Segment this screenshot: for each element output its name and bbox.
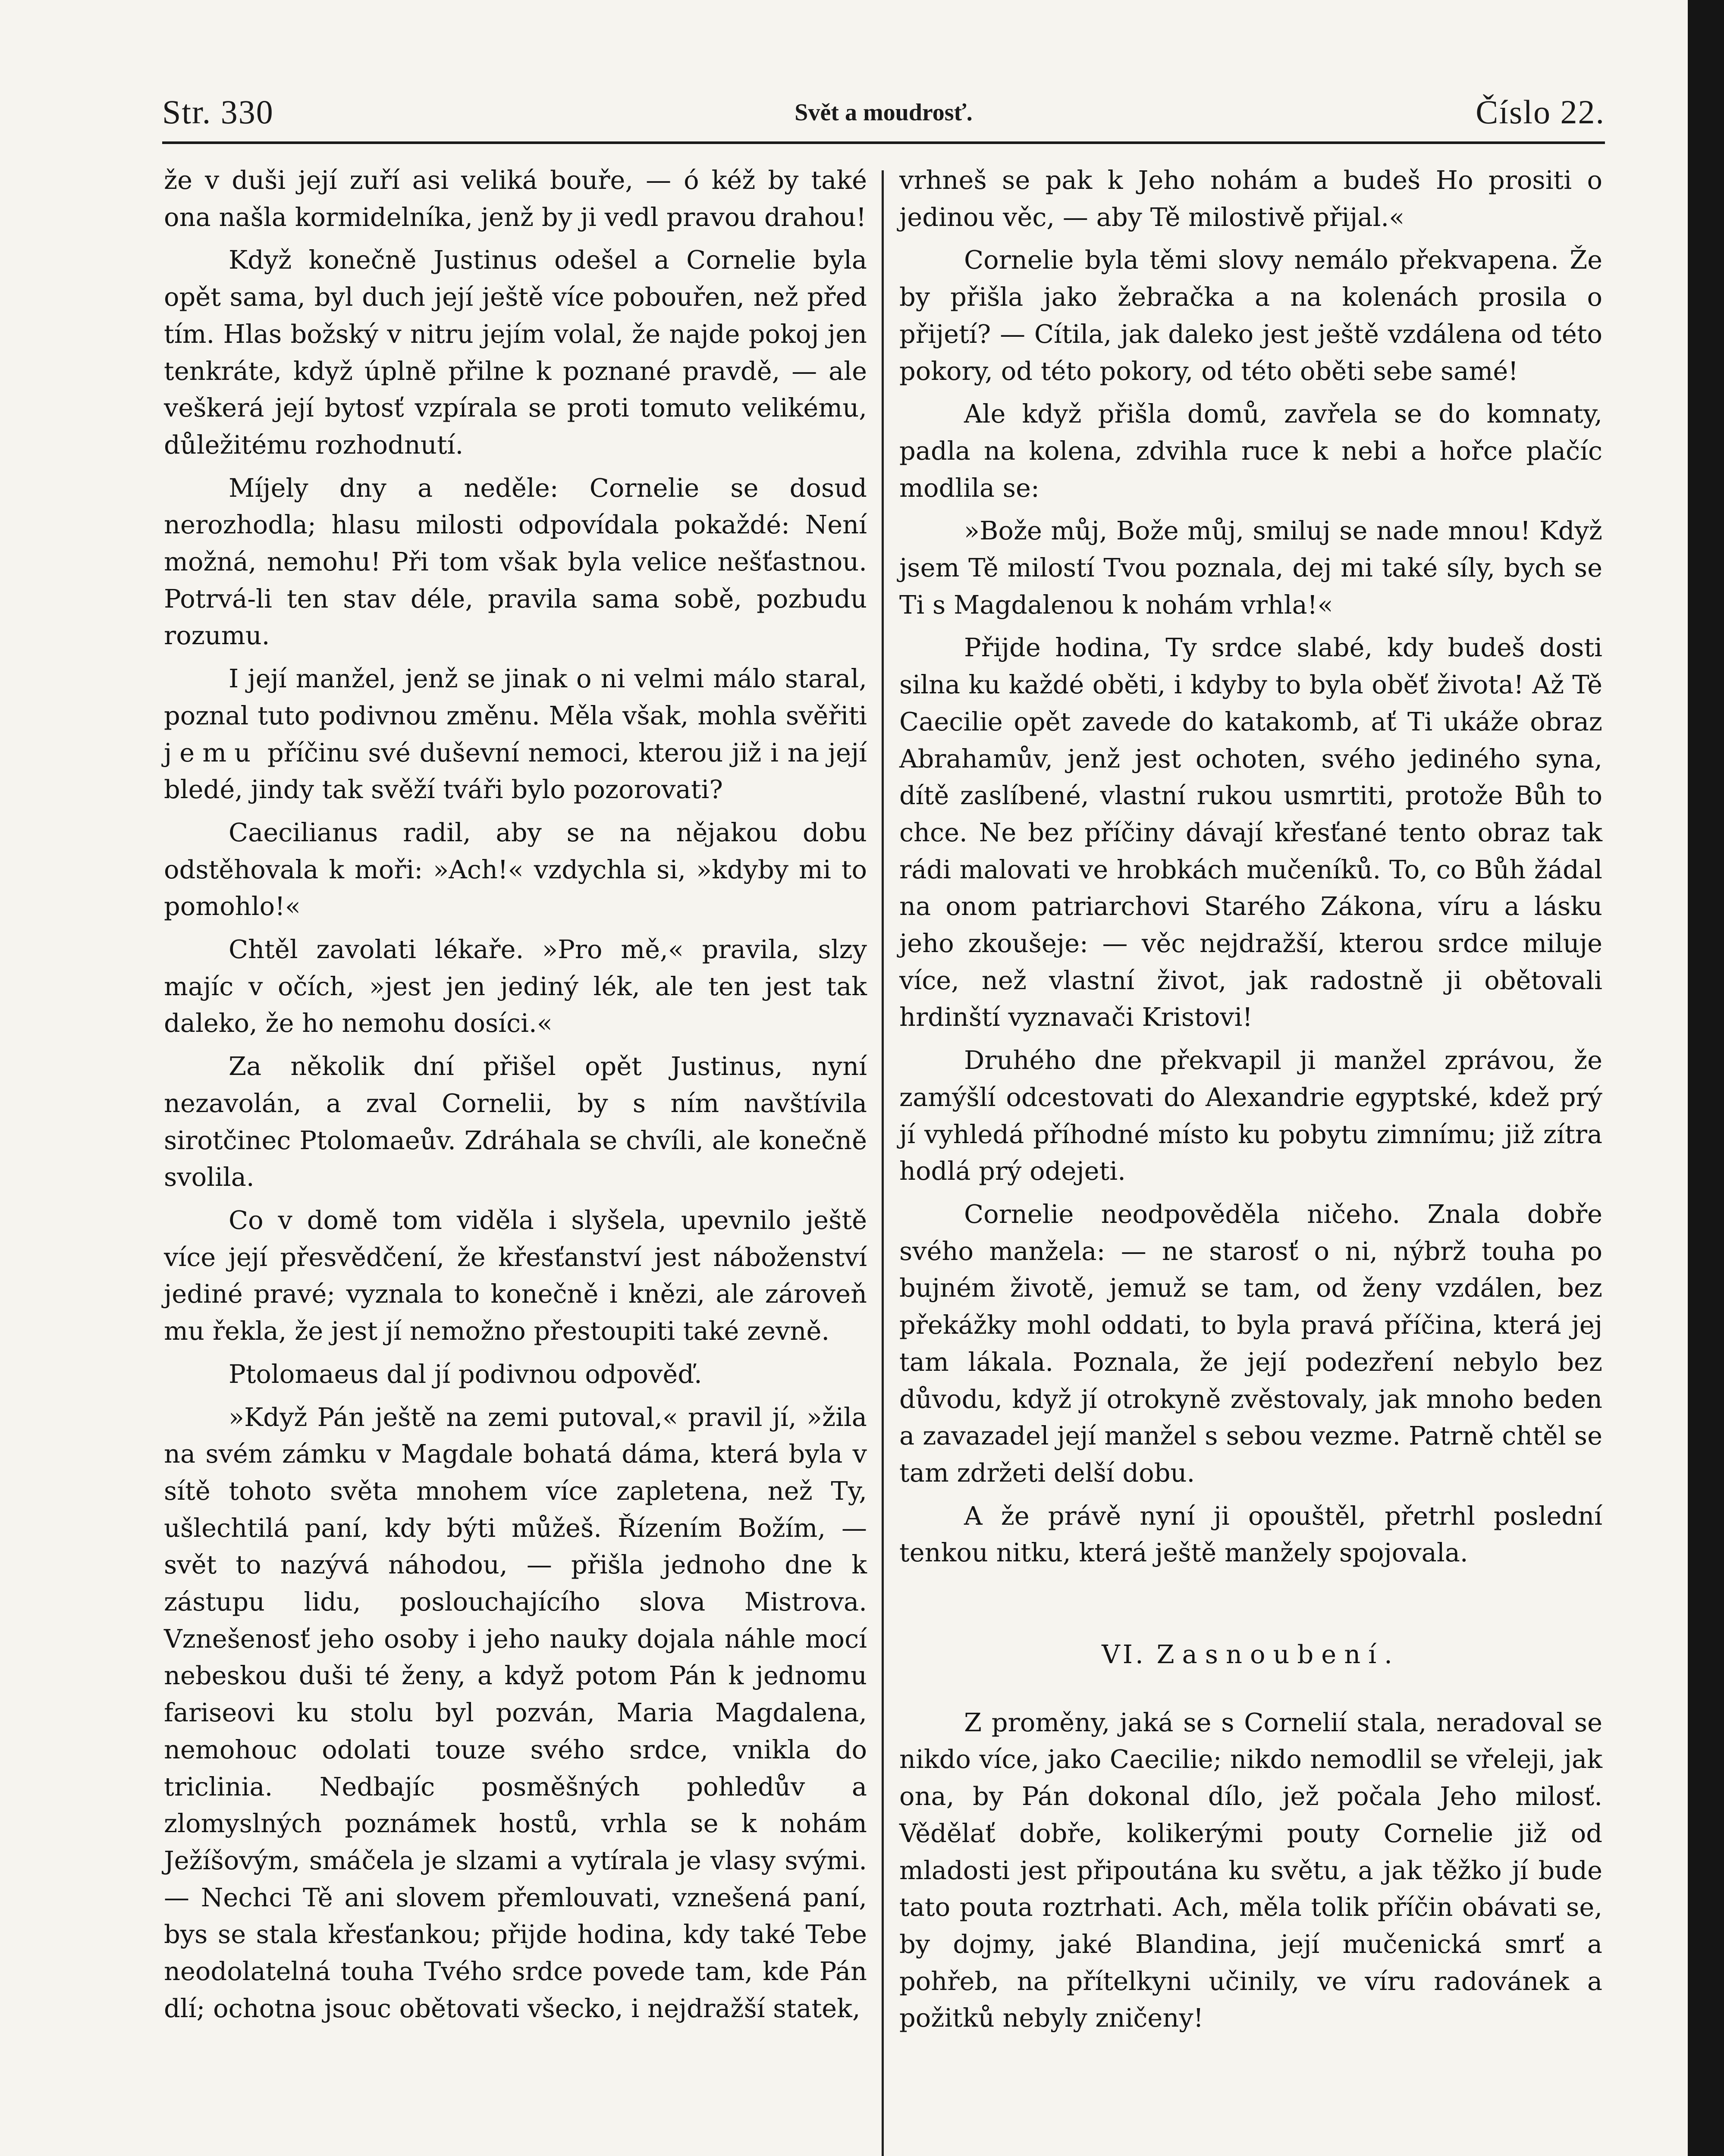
- spaced-emphasis: jemu: [164, 737, 259, 768]
- header-rule: [162, 141, 1605, 144]
- paragraph: Přijde hodina, Ty srdce slabé, kdy budeš dosti silna ku každé oběti, i kdyby to byla oběť života! Až Tě Caecilie opět zavede do katakomb, ať Ti ukáže obraz Abrahamův, jenž jest ochoten, svého jediného syna, dítě zaslíbené, vlastní rukou usmrtiti, protože Bůh to chce. Ne bez příčiny dávají křesťané tento obraz tak rádi malovati ve hrobkách mučeníků. To, co Bůh žádal na onom patriarchovi Starého Zákona, víru a lásku jeho zkoušeje: — věc nejdražší, kterou srdce miluje více, než vlastní život, jak radostně ji obětovali hrdinští vyznavači Kristovi!: [899, 633, 1602, 1032]
- scan-edge: [1688, 0, 1724, 2156]
- section-title: Zasnoubení.: [1156, 1639, 1400, 1670]
- paragraph: vrhneš se pak k Jeho nohám a budeš Ho prositi o jedinou věc, — aby Tě milostivě přijal.«: [899, 165, 1602, 232]
- prayer-paragraph: »Bože můj, Bože můj, smiluj se nade mnou! Když jsem Tě milostí Tvou poznala, dej mi také síly, bych se Ti s Magdalenou k nohám vrhla!«: [899, 516, 1602, 620]
- issue-number: Číslo 22.: [1476, 93, 1605, 131]
- journal-title: Svět a moudrosť.: [794, 99, 973, 126]
- paragraph: Ptolomaeus dal jí podivnou odpověď.: [229, 1359, 702, 1389]
- paragraph: A že právě nyní ji opouštěl, přetrhl poslední tenkou nitku, která ještě manžely spojovala.: [899, 1501, 1602, 1568]
- column-divider: [882, 170, 884, 2156]
- paragraph: Ale když přišla domů, zavřela se do komnaty, padla na kolena, zdvihla ruce k nebi a hořce plačíc modlila se:: [899, 399, 1602, 503]
- paragraph-text: I její manžel, jenž se jinak o ni velmi málo staral, poznal tuto podivnou změnu. Měla však, mohla svěřiti: [164, 664, 867, 730]
- section-heading: [899, 1636, 1602, 1673]
- paragraph: Z proměny, jaká se s Cornelií stala, neradoval se nikdo více, jako Caecilie; nikdo nemodlil se vřeleji, jak ona, by Pán dokonal dílo, jež počala Jeho milosť. Vědělať dobře, kolikerými pouty Cornelie již od mladosti jest připoutána ku světu, a jak těžko jí bude tato pouta roztrhati. Ach, měla tolik příčin obávati se, by dojmy, jaké Blandina, její mučenická smrť a pohřeb, na přítelkyni učinily, ve víru radovánek a požitků nebyly zničeny!: [899, 1707, 1602, 2033]
- right-column: [899, 162, 1602, 2043]
- paragraph: že v duši její zuří asi veliká bouře, — ó kéž by také ona našla kormidelníka, jenž by ji vedl pravou drahou!: [164, 165, 867, 232]
- running-head: [162, 93, 1605, 132]
- left-column: [164, 162, 867, 2033]
- paragraph: Co v domě tom viděla i slyšela, upevnilo ještě více její přesvědčení, že křesťanství jest náboženství jediné pravé; vyznala to konečně i knězi, ale zároveň mu řekla, že jest jí nemožno přestoupiti také zevně.: [164, 1205, 867, 1346]
- paragraph: Když konečně Justinus odešel a Cornelie byla opět sama, byl duch její ještě více pobouřen, než před tím. Hlas božský v nitru jejím volal, že najde pokoj jen tenkráte, když úplně přilne k poznané pravdě, — ale veškerá její bytosť vzpírala se proti tomuto velikému, důležitému rozhodnutí.: [164, 245, 867, 460]
- paragraph: Za několik dní přišel opět Justinus, nyní nezavolán, a zval Cornelii, by s ním navštívila sirotčinec Ptolomaeův. Zdráhala se chvíli, ale konečně svolila.: [164, 1051, 867, 1192]
- paragraph: Druhého dne překvapil ji manžel zprávou, že zamýšlí odcestovati do Alexandrie egyptské, kdež prý jí vyhledá příhodné místo ku pobytu zimnímu; již zítra hodlá prý odejeti.: [899, 1045, 1602, 1186]
- paragraph: Caecilianus radil, aby se na nějakou dobu odstěhovala k moři: »Ach!« vzdychla si, »kdyby mi to pomohlo!«: [164, 817, 867, 921]
- paragraph: [164, 660, 867, 808]
- page-number: Str. 330: [162, 93, 274, 131]
- paragraph-text: příčinu své duševní nemoci, kterou již i na její bledé, jindy tak svěží tváři bylo pozorovati?: [164, 737, 867, 805]
- paragraph: Míjely dny a neděle: Cornelie se dosud nerozhodla; hlasu milosti odpovídala pokaždé: Není možná, nemohu! Při tom však byla velice nešťastnou. Potrvá-li ten stav déle, pravila sama sobě, pozbudu rozumu.: [164, 473, 867, 651]
- paragraph: »Když Pán ještě na zemi putoval,« pravil jí, »žila na svém zámku v Magdale bohatá dáma, která byla v sítě tohoto světa mnohem více zapletena, než Ty, ušlechtilá paní, kdy býti můžeš. Řízením Božím, — svět to nazývá náhodou, — přišla jednoho dne k zástupu lidu, poslouchajícího slova Mistrova. Vznešenosť jeho osoby i jeho nauky dojala náhle mocí nebeskou duši té ženy, a když potom Pán k jednomu fariseovi ku stolu byl pozván, Maria Magdalena, nemohouc odolati touze svého srdce, vnikla do triclinia. Nedbajíc posměšných pohledův a zlomyslných poznámek hostů, vrhla se k nohám Ježíšovým, smáčela je slzami a vytírala je vlasy svými. — Nechci Tě ani slovem přemlouvati, vznešená paní, bys se stala křesťankou; přijde hodina, kdy také Tebe neodolatelná touha Tvého srdce povede tam, kde Pán dlí; ochotna jsouc obětovati všecko, i nejdražší statek,: [164, 1402, 867, 2023]
- paragraph: Cornelie neodpověděla ničeho. Znala dobře svého manžela: — ne starosť o ni, nýbrž touha po bujném životě, jemuž se tam, od ženy vzdálen, bez překážky mohl oddati, to byla pravá příčina, která jej tam lákala. Poznala, že její podezření nebylo bez důvodu, když jí otrokyně zvěstovaly, jak mnoho beden a zavazadel její manžel s sebou vezme. Patrně chtěl se tam zdržeti delší dobu.: [899, 1199, 1602, 1488]
- section-number: VI.: [1102, 1639, 1146, 1670]
- paragraph: Cornelie byla těmi slovy nemálo překvapena. Že by přišla jako žebračka a na kolenách prosila o přijetí? — Cítila, jak daleko jest ještě vzdálena od této pokory, od této pokory, od této oběti sebe samé!: [899, 245, 1602, 386]
- paragraph: Chtěl zavolati lékaře. »Pro mě,« pravila, slzy majíc v očích, »jest jen jediný lék, ale ten jest tak daleko, že ho nemohu dosíci.«: [164, 934, 867, 1038]
